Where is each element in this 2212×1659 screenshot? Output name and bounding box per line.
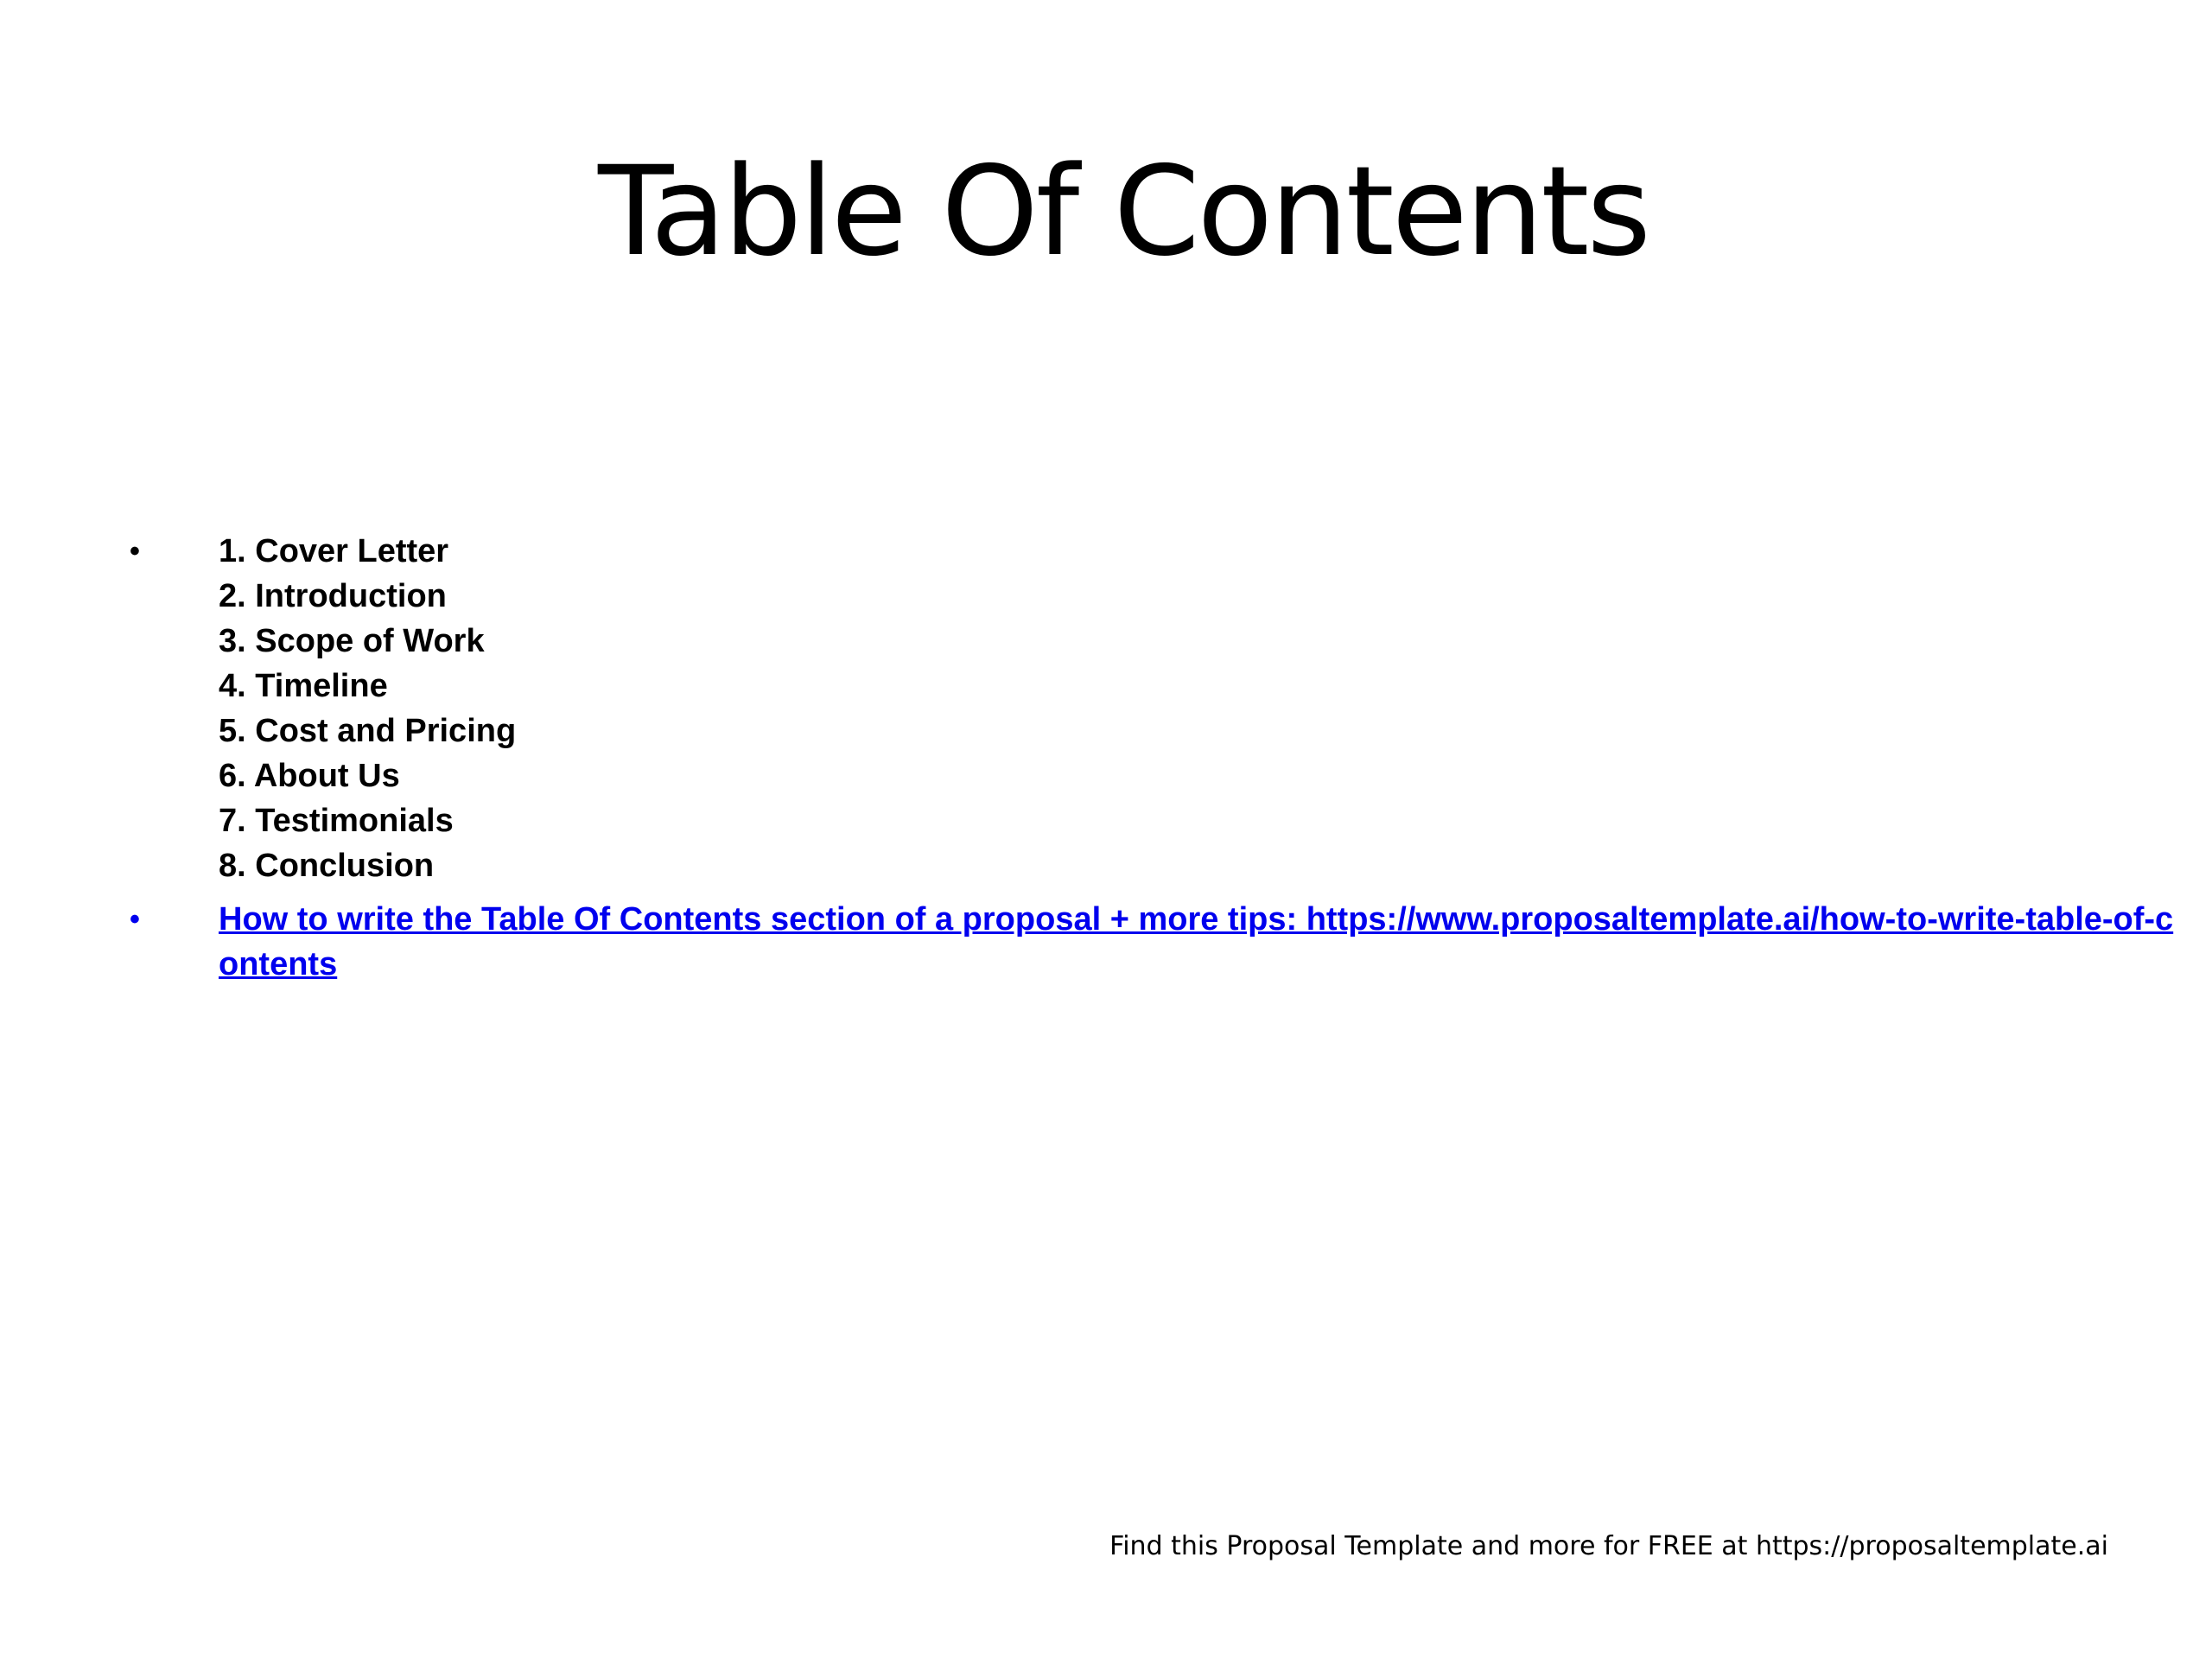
toc-item-cover-letter: 1. Cover Letter: [219, 533, 449, 569]
table-of-contents-tips-link[interactable]: How to write the Table Of Contents section of a proposal + more tips: https://www.proposaltemplate.ai/how-to-write-table-of-contents: [219, 901, 2174, 982]
toc-item-timeline: 4. Timeline: [219, 668, 388, 704]
toc-item-cost-and-pricing: 5. Cost and Pricing: [219, 713, 517, 749]
bullet-icon: •: [130, 903, 140, 936]
bullet-icon: •: [130, 535, 140, 568]
slide-title: Table Of Contents: [598, 139, 1649, 283]
slide-body: [130, 529, 2174, 987]
toc-item-scope-of-work: 3. Scope of Work: [219, 623, 485, 659]
toc-item-about-us: 6. About Us: [219, 758, 400, 794]
toc-item-conclusion: 8. Conclusion: [219, 848, 435, 884]
toc-item-testimonials: 7. Testimonials: [219, 803, 454, 839]
toc-item-introduction: 2. Introduction: [219, 578, 447, 614]
toc-bullet: [130, 529, 2117, 888]
footer-attribution: Find this Proposal Template and more for FREE at https://proposaltemplate.ai: [1109, 1531, 2108, 1561]
link-bullet: [130, 897, 2174, 987]
